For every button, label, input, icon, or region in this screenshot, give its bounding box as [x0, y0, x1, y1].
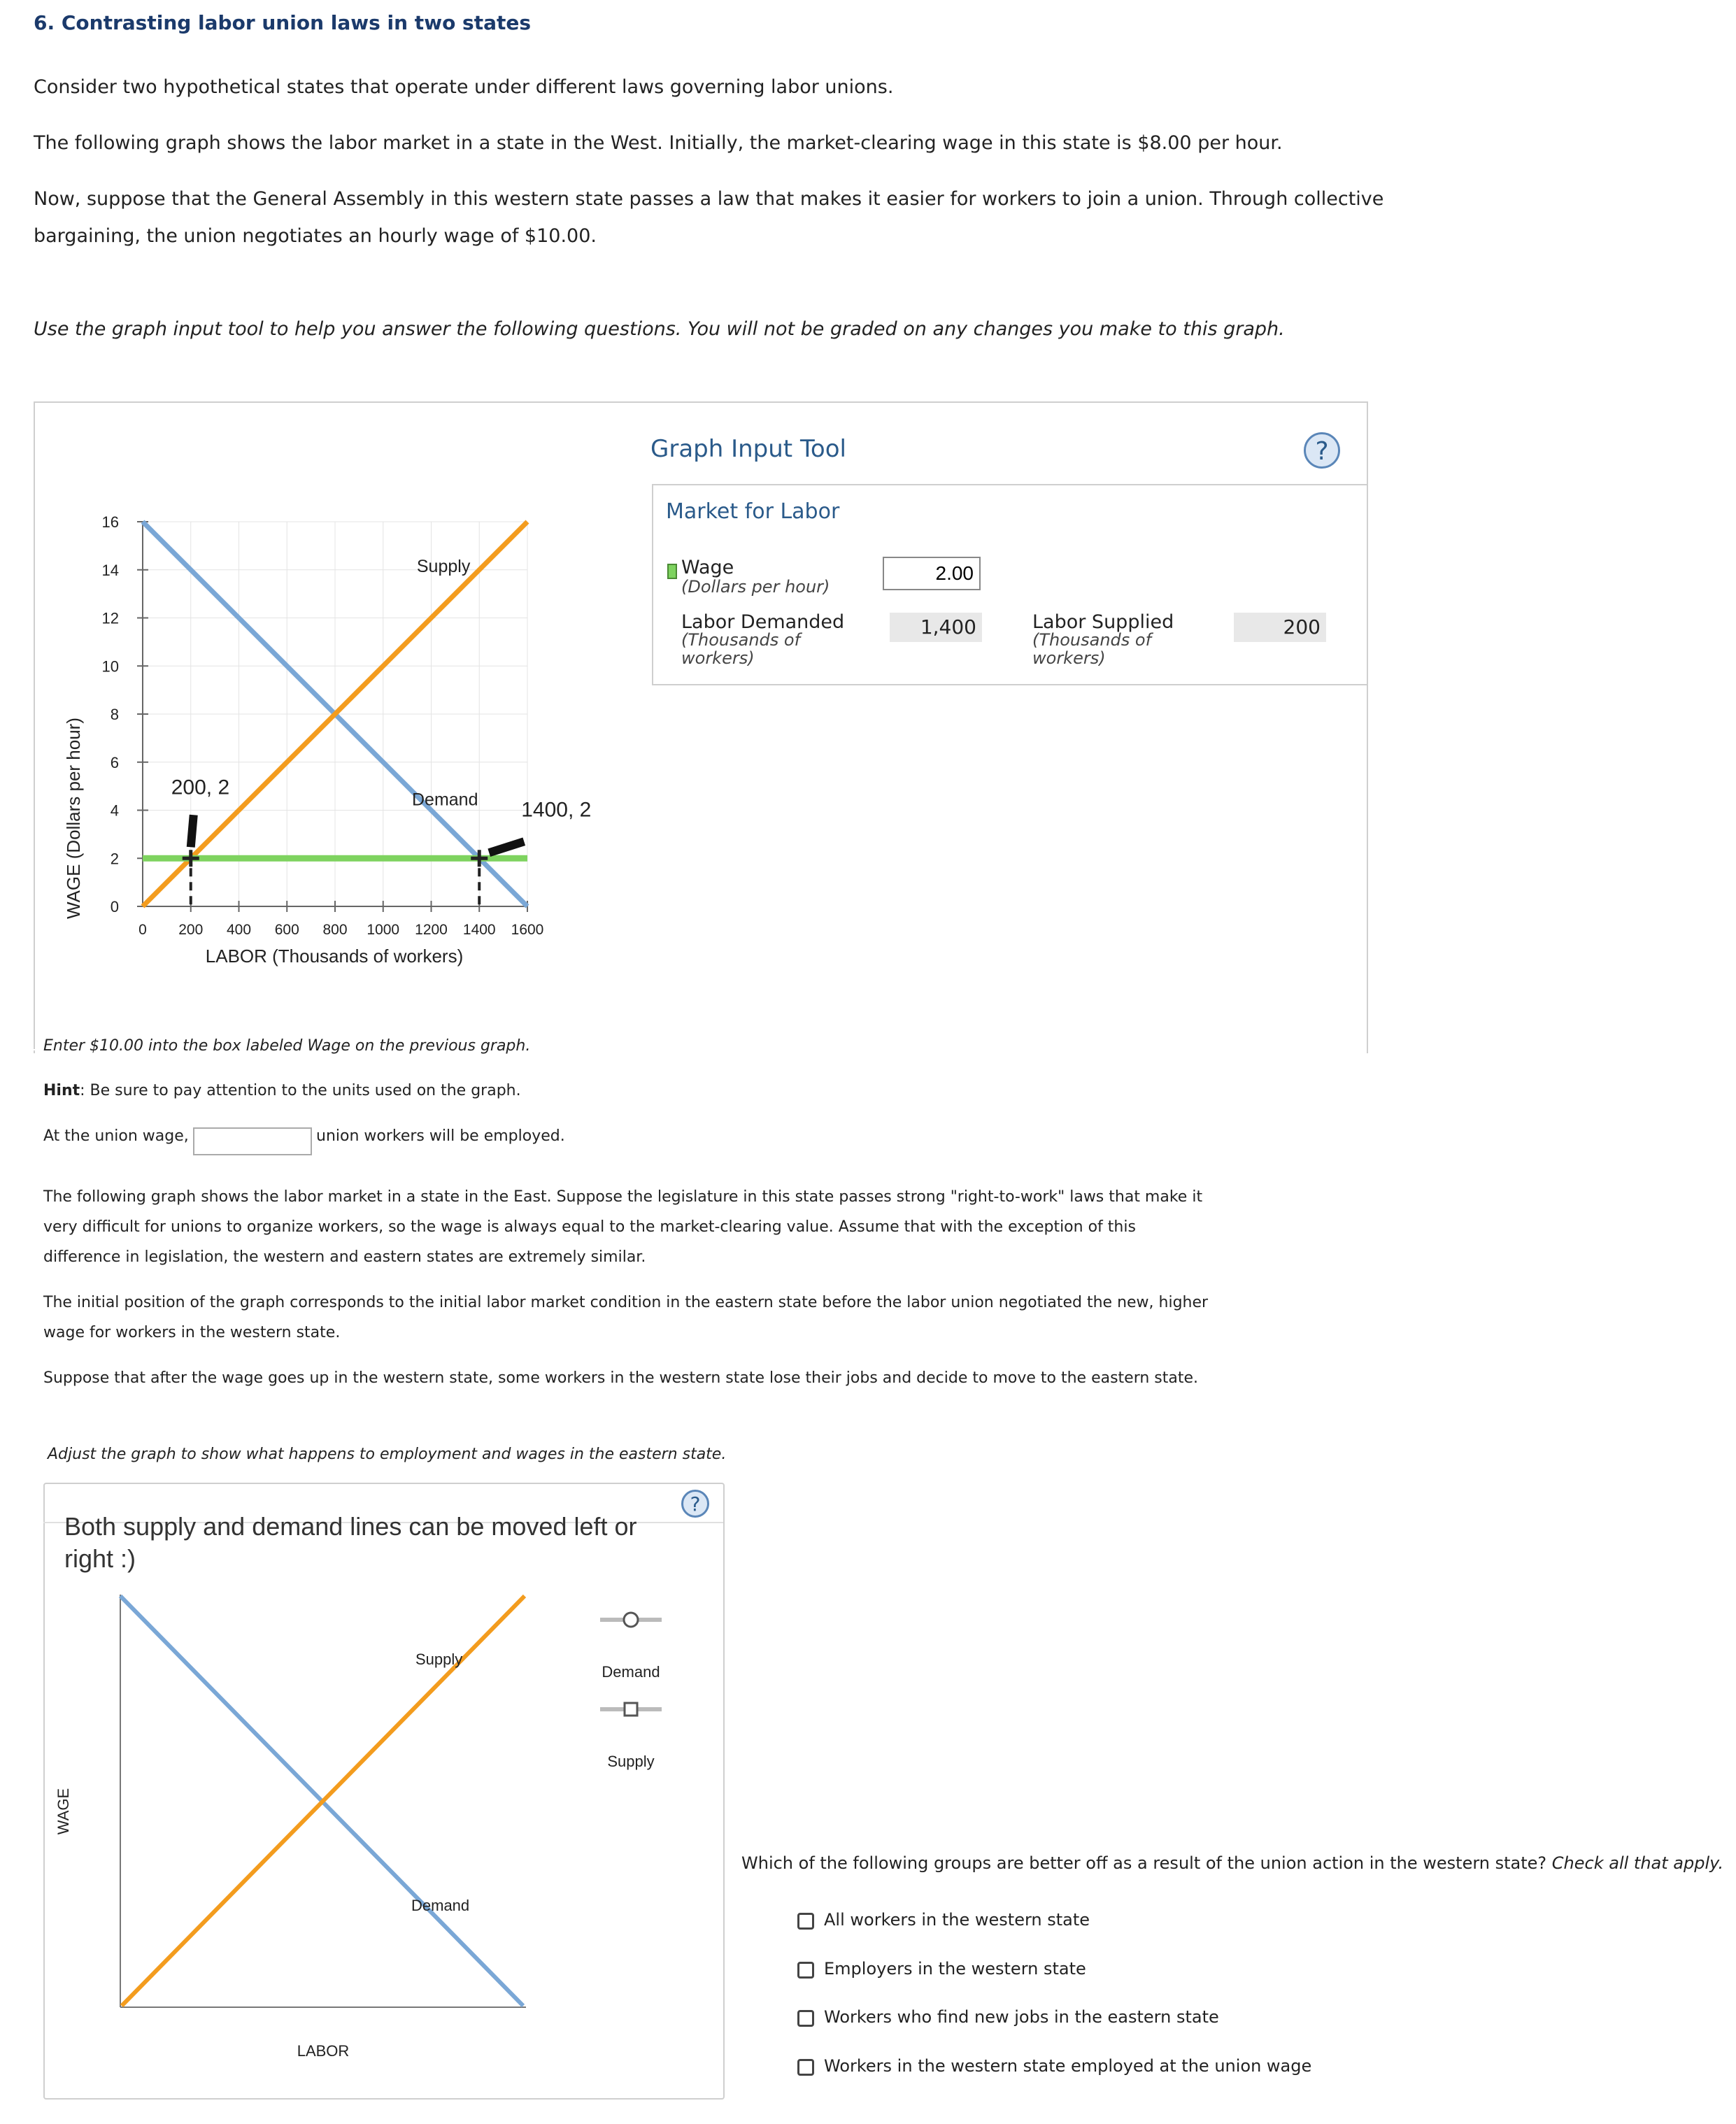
- mc-option-label: Workers in the western state employed at the union wage: [824, 2056, 1312, 2076]
- union-wage-prompt: At the union wage,: [43, 1127, 189, 1145]
- union-paragraph-line1: Now, suppose that the General Assembly in this western state passes a law that makes it easier for workers to join a union. Through collective: [34, 188, 1384, 210]
- mc-question-text: Which of the following groups are better off as a result of the union action in the western state?: [741, 1853, 1552, 1873]
- x-tick-label: 1000: [367, 922, 400, 938]
- demand-curve-label-2: Demand: [411, 1897, 470, 1914]
- supply-curve-label: Supply: [416, 557, 471, 577]
- labor-market-graph-east[interactable]: [43, 1574, 722, 2077]
- hint-text: : Be sure to pay attention to the units used on the graph.: [80, 1082, 521, 1099]
- x-axis-label-2: LABOR: [297, 2042, 350, 2060]
- labor-supplied-units: (Thousands of workers): [1032, 630, 1152, 668]
- union-paragraph-line2: bargaining, the union negotiates an hourly wage of $10.00.: [34, 225, 597, 247]
- y-tick-label: 8: [110, 706, 119, 723]
- union-wage-prompt-suffix: union workers will be employed.: [316, 1127, 565, 1145]
- demand-handle-icon[interactable]: [624, 1613, 638, 1627]
- labor-market-graph-west[interactable]: [42, 490, 643, 979]
- wage-field-label: Wage: [681, 557, 734, 578]
- supply-legend-tool[interactable]: [600, 1703, 662, 1716]
- initial-position-line1: The initial position of the graph corresponds to the initial labor market condition in the eastern state before the labor union negotiated the new, higher: [43, 1294, 1209, 1311]
- demand-legend-tool[interactable]: [600, 1613, 662, 1627]
- demand-legend-label: Demand: [602, 1663, 660, 1681]
- intro-paragraph: Consider two hypothetical states that operate under different laws governing labor unions.: [34, 76, 894, 98]
- checkbox[interactable]: [797, 1913, 814, 1930]
- y-tick-label: 12: [101, 609, 119, 627]
- y-tick-label: 16: [101, 513, 119, 531]
- supply-handle-icon[interactable]: [625, 1703, 637, 1716]
- y-tick-label: 0: [110, 898, 119, 915]
- help-icon-2[interactable]: ?: [681, 1490, 709, 1518]
- x-tick-label: 0: [138, 922, 147, 938]
- wage-legend-swatch: [667, 564, 677, 579]
- supply-legend-label: Supply: [607, 1753, 655, 1770]
- y-tick-label: 6: [110, 753, 119, 771]
- callout-pointer-left: [191, 815, 194, 847]
- east-paragraph-line2: very difficult for unions to organize workers, so the wage is always equal to the market-clearing value. Assume that with the exception of this: [43, 1218, 1136, 1236]
- help-icon[interactable]: ?: [1304, 432, 1340, 469]
- git-subtitle: Market for Labor: [666, 499, 840, 524]
- labor-supplied-label: Labor Supplied: [1032, 611, 1174, 633]
- y-tick-label: 10: [101, 657, 119, 676]
- x-tick-label: 800: [322, 922, 348, 938]
- x-tick-label: 200: [178, 922, 204, 938]
- west-paragraph: The following graph shows the labor market in a state in the West. Initially, the market-clearing wage in this state is $8.00 per hour.: [34, 132, 1283, 154]
- checkbox[interactable]: [797, 2010, 814, 2027]
- labor-demanded-value: 1,400: [890, 613, 982, 642]
- y-tick-label: 2: [110, 850, 119, 868]
- wage-input[interactable]: [883, 557, 981, 590]
- labor-supplied-value: 200: [1234, 613, 1326, 642]
- y-tick-label: 14: [101, 561, 119, 579]
- mc-option-label: Employers in the western state: [824, 1959, 1086, 1979]
- x-tick-label: 1600: [511, 922, 544, 938]
- demand-curve-label: Demand: [412, 790, 478, 810]
- point-label-right: 1400, 2: [521, 798, 592, 822]
- checkbox[interactable]: [797, 2059, 814, 2076]
- mc-question: [741, 1853, 1723, 1873]
- y-tick-label: 4: [110, 801, 119, 820]
- point-label-left: 200, 2: [171, 776, 230, 799]
- mc-option-label: Workers who find new jobs in the eastern state: [824, 2007, 1219, 2027]
- union-employment-input[interactable]: [193, 1127, 312, 1155]
- wage-field-units: (Dollars per hour): [681, 577, 830, 597]
- hint-label: Hint: [43, 1082, 80, 1099]
- x-tick-label: 1200: [415, 922, 448, 938]
- east-paragraph-line1: The following graph shows the labor market in a state in the East. Suppose the legislature in this state passes strong "right-to-work" laws that make it: [43, 1188, 1203, 1206]
- x-tick-label: 400: [226, 922, 252, 938]
- x-axis-label: LABOR (Thousands of workers): [205, 946, 464, 967]
- graph2-heading-line1: Both supply and demand lines can be moved left or: [64, 1512, 637, 1541]
- labor-demanded-units: (Thousands of workers): [681, 630, 801, 668]
- mc-question-hint: Check all that apply.: [1551, 1853, 1724, 1873]
- callout-pointer-right: [489, 841, 524, 853]
- graph-input-tool-title: Graph Input Tool: [650, 435, 846, 463]
- labor-demanded-label: Labor Demanded: [681, 611, 845, 633]
- graph2-heading: [64, 1511, 715, 1575]
- adjust-instruction: Adjust the graph to show what happens to employment and wages in the eastern state.: [48, 1446, 727, 1463]
- checkbox[interactable]: [797, 1962, 814, 1979]
- graph-instruction: Use the graph input tool to help you answer the following questions. You will not be graded on any changes you make to this graph.: [34, 318, 1285, 340]
- hint: [43, 1076, 521, 1106]
- x-tick-label: 600: [274, 922, 299, 938]
- question-title: 6. Contrasting labor union laws in two states: [34, 11, 532, 34]
- y-axis-label-2: WAGE: [55, 1788, 72, 1835]
- x-tick-label: 1400: [462, 922, 496, 938]
- enter-instruction: Enter $10.00 into the box labeled Wage on the previous graph.: [43, 1037, 531, 1055]
- east-paragraph-line3: difference in legislation, the western and eastern states are extremely similar.: [43, 1248, 646, 1266]
- supply-curve-label-2: Supply: [415, 1651, 463, 1668]
- y-axis-label: WAGE (Dollars per hour): [63, 718, 84, 919]
- mc-option-label: All workers in the western state: [824, 1910, 1090, 1930]
- initial-position-line2: wage for workers in the western state.: [43, 1324, 341, 1341]
- graph2-heading-line2: right :): [64, 1544, 136, 1573]
- workers-move-text: Suppose that after the wage goes up in the western state, some workers in the western state lose their jobs and decide to move to the eastern state.: [43, 1369, 1199, 1387]
